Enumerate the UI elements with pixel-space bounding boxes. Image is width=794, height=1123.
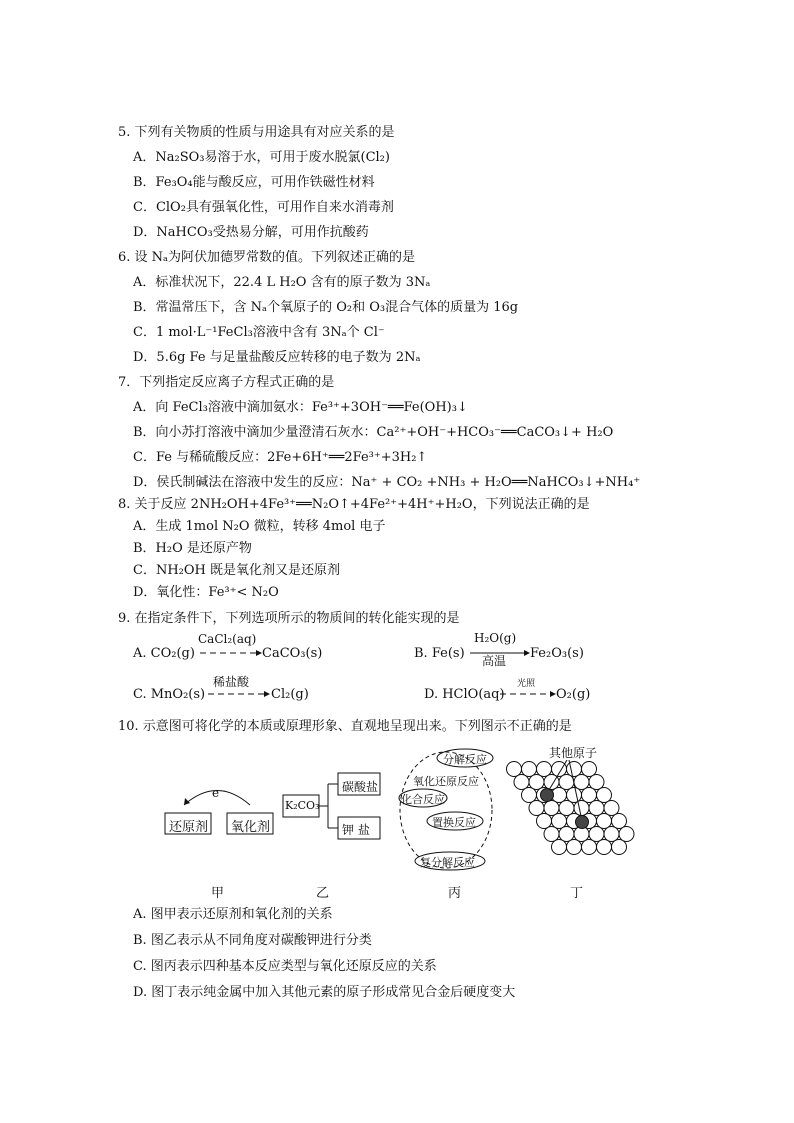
metal-atom bbox=[597, 788, 612, 803]
metal-atom bbox=[559, 775, 574, 790]
double-decomposition-reaction: 复分解反应 bbox=[420, 856, 475, 869]
metal-atom bbox=[567, 840, 582, 855]
q10-option-d: D. 图丁表示纯金属中加入其他元素的原子形成常见合金后硬度变大 bbox=[133, 985, 516, 1000]
q9-a-product: CaCO₃(s) bbox=[262, 646, 323, 661]
metal-atom bbox=[582, 788, 597, 803]
metal-atom bbox=[559, 801, 574, 816]
metal-atom bbox=[537, 762, 552, 777]
metal-atom bbox=[522, 788, 537, 803]
q9-c-reactant: C. MnO₂(s) bbox=[133, 687, 206, 702]
metal-atom bbox=[582, 762, 597, 777]
q9-d-condition: 光照 bbox=[517, 679, 536, 689]
metal-lattice bbox=[505, 760, 635, 862]
metal-atom bbox=[552, 814, 567, 829]
q5-stem: 5. 下列有关物质的性质与用途具有对应关系的是 bbox=[118, 125, 395, 140]
q8-option-a: A．生成 1mol N₂O 微粒，转移 4mol 电子 bbox=[133, 519, 386, 534]
q9-a-condition: CaCl₂(aq) bbox=[198, 632, 257, 646]
metal-atom bbox=[619, 827, 634, 842]
figure-bing-caption: 丙 bbox=[448, 886, 462, 901]
electron-label: e⁻ bbox=[212, 786, 226, 800]
metal-atom bbox=[589, 801, 604, 816]
k2co3-box: K₂CO₃ bbox=[285, 799, 320, 812]
metal-atom bbox=[529, 801, 544, 816]
q6-option-a: A．标准状况下，22.4 L H₂O 含有的原子数为 3Nₐ bbox=[133, 275, 431, 290]
q10-option-a: A. 图甲表示还原剂和氧化剂的关系 bbox=[133, 907, 333, 922]
metal-atom bbox=[582, 840, 597, 855]
q7-stem: 7．下列指定反应离子方程式正确的是 bbox=[118, 375, 335, 390]
q8-option-d: D．氧化性：Fe³⁺< N₂O bbox=[133, 585, 279, 600]
metal-atom bbox=[589, 775, 604, 790]
q7-option-c: C．Fe 与稀硫酸反应：2Fe+6H⁺══2Fe³⁺+3H₂↑ bbox=[133, 450, 428, 465]
q5-option-a: A．Na₂SO₃易溶于水，可用于废水脱氯(Cl₂) bbox=[133, 150, 390, 165]
q7-option-b: B．向小苏打溶液中滴加少量澄清石灰水：Ca²⁺+OH⁻+HCO₃⁻══CaCO₃↓+ H₂O bbox=[133, 425, 614, 440]
metal-atom bbox=[514, 775, 529, 790]
figure-ding-caption: 丁 bbox=[570, 886, 584, 901]
q5-option-c: C．ClO₂具有强氧化性，可用作自来水消毒剂 bbox=[133, 200, 394, 215]
q9-a-arrow bbox=[200, 648, 262, 658]
other-atom bbox=[576, 816, 589, 829]
metal-atom bbox=[537, 814, 552, 829]
other-atom-label: 其他原子 bbox=[549, 746, 598, 760]
metal-atom bbox=[604, 801, 619, 816]
q9-b-condition-top: H₂O(g) bbox=[474, 631, 517, 645]
metal-atom bbox=[529, 775, 544, 790]
q9-b-condition-bottom: 高温 bbox=[482, 654, 507, 668]
combination-reaction: 化合反应 bbox=[401, 793, 445, 806]
metal-atom bbox=[604, 827, 619, 842]
metal-atom bbox=[552, 840, 567, 855]
q10-stem: 10. 示意图可将化学的本质或原理形象、直观地呈现出来。下列图示不正确的是 bbox=[118, 719, 572, 734]
redox-reaction: 氧化还原反应 bbox=[413, 775, 479, 788]
displacement-reaction: 置换反应 bbox=[432, 816, 476, 829]
metal-atom bbox=[612, 814, 627, 829]
metal-atom bbox=[589, 827, 604, 842]
q9-c-product: Cl₂(g) bbox=[271, 687, 309, 702]
q6-option-b: B．常温常压下，含 Nₐ个氧原子的 O₂和 O₃混合气体的质量为 16g bbox=[133, 300, 519, 315]
q6-stem: 6. 设 Nₐ为阿伏加德罗常数的值。下列叙述正确的是 bbox=[118, 250, 416, 265]
metal-atom bbox=[567, 762, 582, 777]
figure-jia-caption: 甲 bbox=[211, 886, 225, 901]
q9-d-reactant: D. HClO(aq) bbox=[424, 687, 505, 702]
other-atom bbox=[541, 789, 554, 802]
metal-atom bbox=[574, 775, 589, 790]
q5-option-d: D．NaHCO₃受热易分解，可用作抗酸药 bbox=[133, 225, 369, 240]
metal-atom bbox=[612, 840, 627, 855]
q9-c-condition: 稀盐酸 bbox=[213, 675, 250, 689]
q6-option-d: D．5.6g Fe 与足量盐酸反应转移的电子数为 2Nₐ bbox=[133, 350, 421, 365]
q8-option-c: C．NH₂OH 既是氧化剂又是还原剂 bbox=[133, 563, 340, 578]
q9-c-arrow bbox=[208, 689, 270, 699]
metal-atom bbox=[597, 814, 612, 829]
oxidant-box: 氧化剂 bbox=[231, 820, 271, 835]
metal-atom bbox=[574, 801, 589, 816]
q7-option-d: D．侯氏制碱法在溶液中发生的反应：Na⁺ + CO₂ +NH₃ + H₂O══NaHCO₃↓+NH₄⁺ bbox=[133, 475, 641, 490]
metal-atom bbox=[507, 762, 522, 777]
carbonate-box: 碳酸盐 bbox=[342, 780, 379, 794]
q9-stem: 9. 在指定条件下，下列选项所示的物质间的转化能实现的是 bbox=[118, 611, 460, 626]
q9-d-product: O₂(g) bbox=[556, 687, 591, 702]
q8-option-b: B．H₂O 是还原产物 bbox=[133, 541, 252, 556]
q10-option-b: B. 图乙表示从不同角度对碳酸钾进行分类 bbox=[133, 933, 372, 948]
q9-b-product: Fe₂O₃(s) bbox=[530, 646, 584, 661]
q9-b-reactant: B. Fe(s) bbox=[414, 646, 465, 661]
metal-atom bbox=[597, 840, 612, 855]
decomposition-reaction: 分解反应 bbox=[443, 753, 487, 766]
potassium-salt-box: 钾 盐 bbox=[342, 823, 370, 837]
metal-atom bbox=[567, 788, 582, 803]
q7-option-a: A．向 FeCl₃溶液中滴加氨水：Fe³⁺+3OH⁻══Fe(OH)₃↓ bbox=[133, 400, 468, 415]
q5-option-b: B．Fe₃O₄能与酸反应，可用作铁磁性材料 bbox=[133, 175, 375, 190]
q10-option-c: C. 图丙表示四种基本反应类型与氧化还原反应的关系 bbox=[133, 959, 437, 974]
q9-a-reactant: A. CO₂(g) bbox=[133, 646, 195, 661]
metal-atom bbox=[544, 827, 559, 842]
metal-atom bbox=[559, 827, 574, 842]
q9-d-arrow bbox=[500, 689, 556, 699]
q8-stem: 8. 关于反应 2NH₂OH+4Fe³⁺══N₂O↑+4Fe²⁺+4H⁺+H₂O，下列说法正确的是 bbox=[118, 497, 590, 512]
reductant-box: 还原剂 bbox=[169, 820, 209, 835]
metal-atom bbox=[522, 762, 537, 777]
metal-atom bbox=[544, 801, 559, 816]
q6-option-c: C．1 mol·L⁻¹FeCl₃溶液中含有 3Nₐ个 Cl⁻ bbox=[133, 325, 385, 340]
figure-yi-caption: 乙 bbox=[316, 886, 330, 901]
